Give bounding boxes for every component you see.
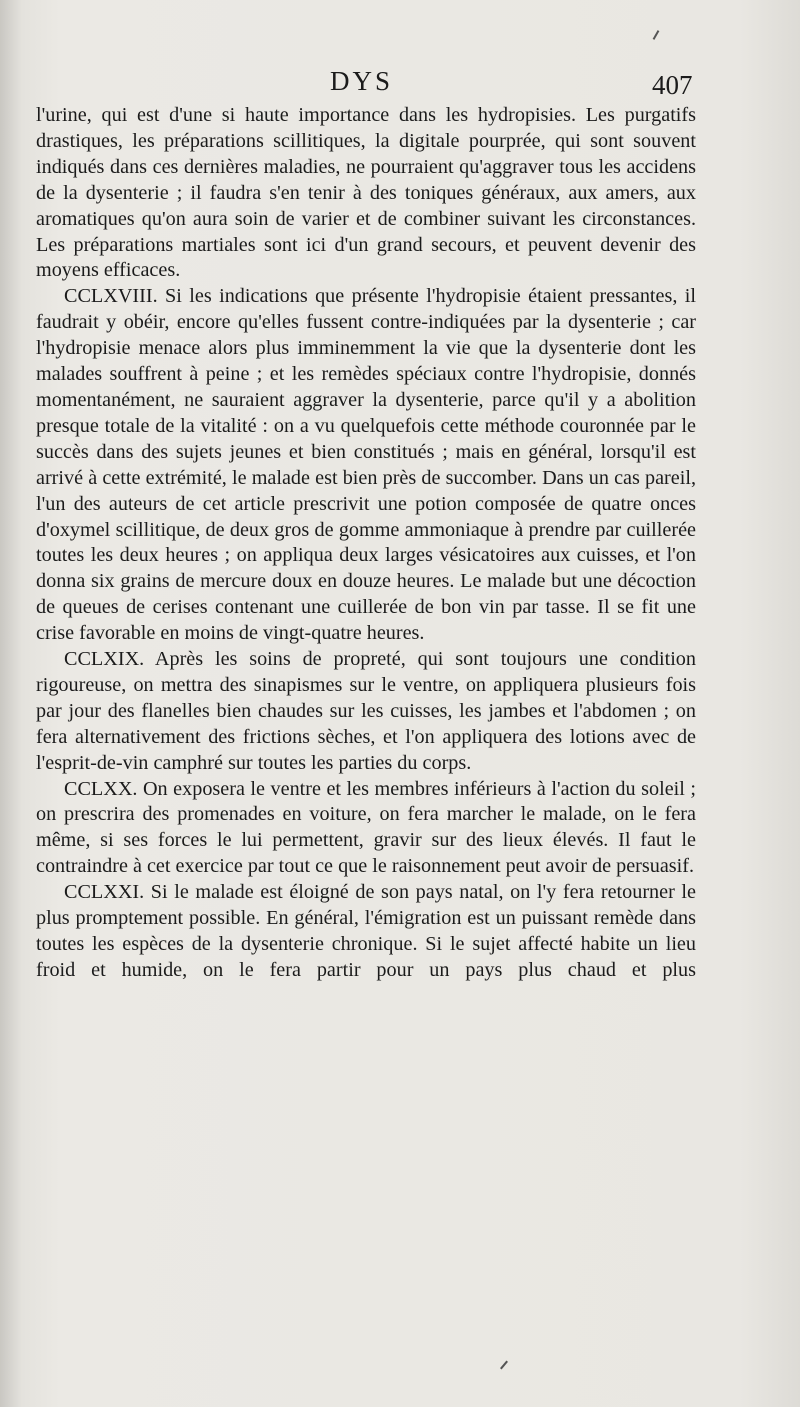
page-number: 407 [652, 70, 693, 100]
running-head [0, 66, 800, 106]
paragraph-cclxx: CCLXX. On exposera le ventre et les membres inférieurs à l'action du soleil ; on prescrira des promenades en voiture, on fera marcher le malade, on le fera même, si ses forces le lui permettent, gravir sur des lieux élevés. Il faut le contraindre à cet exercice par tout ce que le raisonnement peut avoir de persuasif. [36, 777, 696, 878]
paragraph-continuation: l'urine, qui est d'une si haute importance dans les hydropisies. Les purgatifs drastiques, les préparations scillitiques, la digitale pourprée, qui sont souvent indiqués dans ces dernières maladies, ne pourraient qu'aggraver tous les accidens de la dysenterie ; il faudra s'en tenir à des toniques généraux, aux amers, aux aromatiques qu'on aura soin de varier et de combiner suivant les circonstances. Les préparations martiales sont ici d'un grand secours, et peuvent devenir des moyens efficaces. [36, 104, 696, 282]
body-text [36, 103, 696, 984]
paragraph-cclxviii: CCLXVIII. Si les indications que présente l'hydropisie étaient pressantes, il faudrait y obéir, encore qu'elles fussent contre-indiquées par la dysenterie ; car l'hydropisie menace alors plus imminemment la vie que la dysenterie dont les malades souffrent à peine ; et les remèdes spéciaux contre l'hydropisie, donnés momentanément, ne sauraient aggraver la dysenterie, parce qu'il y a abolition presque totale de la vitalité : on a vu quelquefois cette méthode couronnée par le succès dans des sujets jeunes et bien constitués ; mais en général, lorsqu'il est arrivé à cette extrémité, le malade est bien près de succomber. Dans un cas pareil, l'un des auteurs de cet article prescrivit une potion composée de quatre onces d'oxymel scillitique, de deux gros de gomme ammoniaque à prendre par cuillerée toutes les deux heures ; on appliqua deux larges vésicatoires aux cuisses, et l'on donna six grains de mercure doux en douze heures. Le malade but une décoction de queues de cerises contenant une cuillerée de bon vin par tasse. Il se fit une crise favorable en moins de vingt-quatre heures. [36, 285, 696, 645]
running-head-title: DYS [330, 66, 394, 96]
paragraph-cclxxi: CCLXXI. Si le malade est éloigné de son pays natal, on l'y fera retourner le plus promptement possible. En général, l'émigration est un puissant remède dans toutes les espèces de la dysenterie chronique. Si le sujet affecté habite un lieu froid et humide, on le fera partir pour un pays plus chaud et plus [36, 881, 696, 981]
paper-speck [653, 30, 660, 40]
paper-speck [500, 1361, 508, 1370]
paragraph-cclxix: CCLXIX. Après les soins de propreté, qui sont toujours une condition rigoureuse, on mettra des sinapismes sur le ventre, on appliquera plusieurs fois par jour des flanelles bien chaudes sur les cuisses, les jambes et l'abdomen ; on fera alternativement des frictions sèches, et l'on appliquera des lotions avec de l'esprit-de-vin camphré sur toutes les parties du corps. [36, 648, 696, 774]
